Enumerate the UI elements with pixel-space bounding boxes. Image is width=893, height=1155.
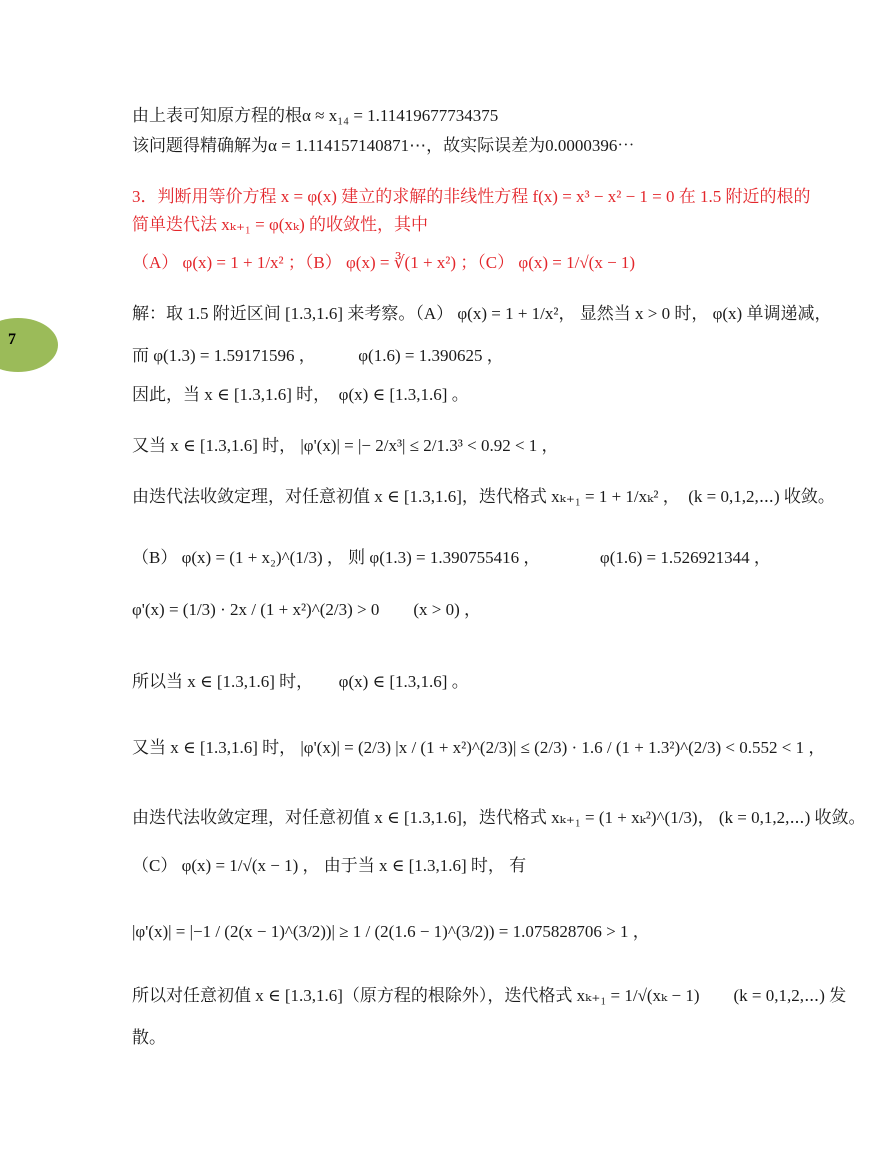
solution-intro: 解：取 1.5 附近区间 [1.3,1.6] 来考察。（A） φ(x) = 1 + 1/x²， 显然当 x > 0 时， φ(x) 单调递减， xyxy=(132,304,832,323)
problem-statement: 3．判断用等价方程 x = φ(x) 建立的求解的非线性方程 f(x) = x³ − x² − 1 = 0 在 1.5 附近的根的 xyxy=(132,187,811,206)
solution-range-b: 所以当 x ∈ [1.3,1.6] 时， φ(x) ∈ [1.3,1.6] 。 xyxy=(132,672,469,691)
problem-options: （A） φ(x) = 1 + 1/x² ；（B） φ(x) = ∛(1 + x²) ；（C） φ(x) = 1/√(x − 1) xyxy=(132,253,636,272)
solution-bound-c: |φ'(x)| = |−1 / (2(x − 1)^(3/2))| ≥ 1 / (2(1.6 − 1)^(3/2)) = 1.075828706 > 1 ， xyxy=(132,922,650,941)
solution-part-b: （B） φ(x) = (1 + x₂)^(1/3) ， 则 φ(1.3) = 1.390755416 ， φ(1.6) = 1.526921344 ， xyxy=(132,548,771,567)
problem-statement-cont: 简单迭代法 xₖ₊₁ = φ(xₖ) 的收敛性，其中 xyxy=(132,215,429,234)
solution-values-a: 而 φ(1.3) = 1.59171596 ， φ(1.6) = 1.390625 ， xyxy=(132,346,504,365)
solution-derivative-a: 又当 x ∈ [1.3,1.6] 时， |φ'(x)| = |− 2/x³| ≤ 2/1.3³ < 0.92 < 1 ， xyxy=(132,436,559,455)
error-line: 该问题得精确解为α = 1.114157140871⋯，故实际误差为0.0000396⋯ xyxy=(132,136,635,155)
solution-conclusion-c: 所以对任意初值 x ∈ [1.3,1.6]（原方程的根除外），迭代格式 xₖ₊₁ = 1/√(xₖ − 1) (k = 0,1,2,⋯) 发 xyxy=(132,986,847,1005)
solution-part-c: （C） φ(x) = 1/√(x − 1) ， 由于当 x ∈ [1.3,1.6] 时， 有 xyxy=(132,856,527,875)
page-number: 7 xyxy=(8,331,16,348)
solution-conclusion-a: 由迭代法收敛定理，对任意初值 x ∈ [1.3,1.6]，迭代格式 xₖ₊₁ = 1 + 1/xₖ² ， (k = 0,1,2,⋯) 收敛。 xyxy=(132,487,835,506)
result-line: 由上表可知原方程的根α ≈ x₁₄ = 1.11419677734375 xyxy=(132,106,499,125)
solution-bound-b: 又当 x ∈ [1.3,1.6] 时， |φ'(x)| = (2/3) |x / (1 + x²)^(2/3)| ≤ (2/3) · 1.6 / (1 + 1.3²)^(2/3) < 0.552 < 1 ， xyxy=(132,738,826,757)
page-number-badge xyxy=(0,318,58,372)
solution-conclusion-b: 由迭代法收敛定理，对任意初值 x ∈ [1.3,1.6]，迭代格式 xₖ₊₁ = (1 + xₖ²)^(1/3)， (k = 0,1,2,⋯) 收敛。 xyxy=(132,808,866,827)
solution-derivative-b: φ'(x) = (1/3) · 2x / (1 + x²)^(2/3) > 0 (x > 0) ， xyxy=(132,600,481,619)
solution-range-a: 因此，当 x ∈ [1.3,1.6] 时， φ(x) ∈ [1.3,1.6] 。 xyxy=(132,385,469,404)
solution-conclusion-c-end: 散。 xyxy=(132,1028,166,1047)
